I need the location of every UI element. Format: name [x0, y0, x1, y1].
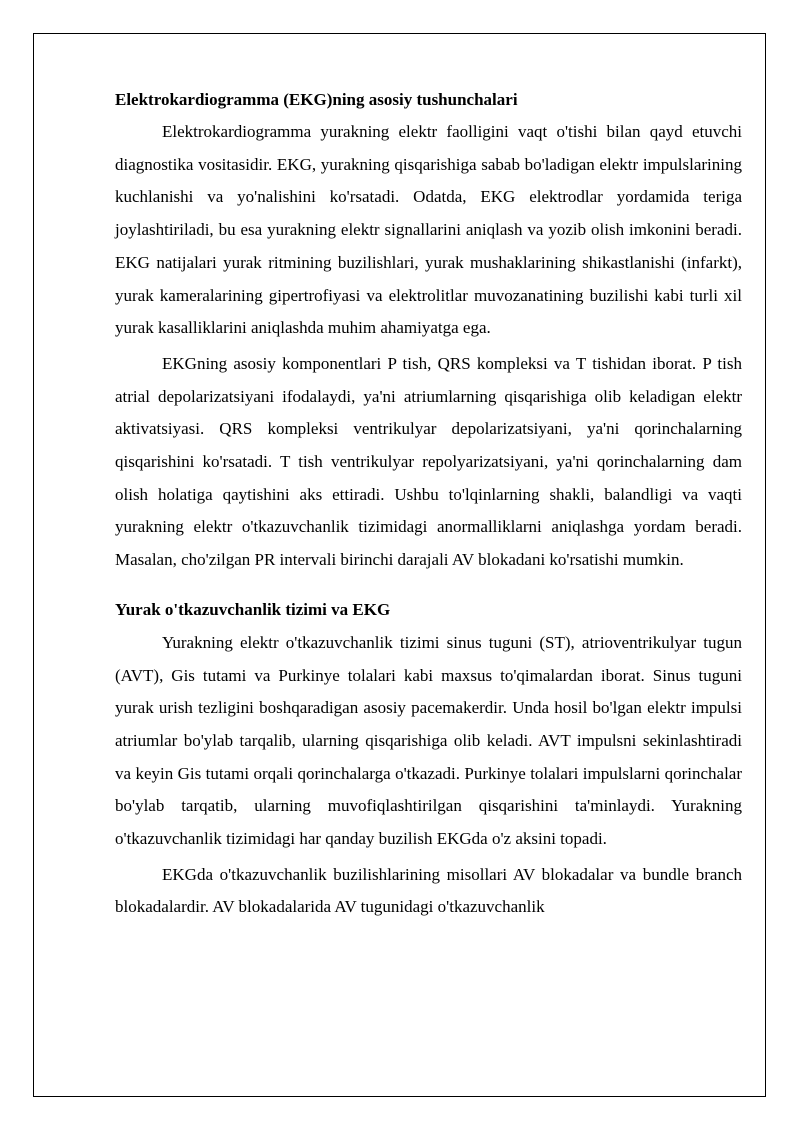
- section-heading-ekg-basics: Elektrokardiogramma (EKG)ning asosiy tushunchalari: [115, 90, 518, 109]
- paragraph-ekg-definition: Elektrokardiogramma yurakning elektr faolligini vaqt o'tishi bilan qayd etuvchi diagnostika vositasidir. EKG, yurakning qisqarishiga sabab bo'ladigan elektr impulslarining kuchlanishi va yo'nalishini ko'rsatadi. Odatda, EKG elektrodlar yordamida teriga joylashtiriladi, bu esa yurakning elektr signallarini aniqlash va yozib olish imkonini beradi. EKG natijalari yurak ritmining buzilishlari, yurak mushaklarining shikastlanishi (infarkt), yurak kameralarining gipertrofiyasi va elektrolitlar muvozanatining buzilishi kabi turli xil yurak kasalliklarini aniqlashda muhim ahamiyatga ega.: [115, 122, 742, 338]
- paragraph-conduction-disorders: EKGda o'tkazuvchanlik buzilishlarining misollari AV blokadalar va bundle branch blokadalardir. AV blokadalarida AV tugunidagi o'tkazuvchanlik: [115, 864, 742, 917]
- section-heading-conduction-system: Yurak o'tkazuvchanlik tizimi va EKG: [115, 599, 391, 619]
- paragraph-conduction-system: Yurakning elektr o'tkazuvchanlik tizimi sinus tuguni (ST), atrioventrikulyar tugun (AVT), Gis tutami va Purkinye tolalari kabi maxsus to'qimalardan iborat. Sinus tuguni yurak urish tezligini boshqaradigan asosiy pacemakerdir. Unda hosil bo'lgan elektr impulsi atriumlar bo'ylab tarqalib, ularning qisqarishiga olib keladi. AVT impulsni sekinlashtiradi va keyin Gis tutami orqali qorinchalarga o'tkazadi. Purkinye tolalari impulslarni qorinchalar bo'ylab tarqatib, ularning muvofiqlashtirilgan qisqarishini ta'minlaydi. Yurakning o'tkazuvchanlik tizimidagi har qanday buzilish EKGda o'z aksini topadi.: [115, 632, 742, 849]
- document-body: [115, 86, 742, 924]
- paragraph-ekg-components: EKGning asosiy komponentlari P tish, QRS kompleksi va T tishidan iborat. P tish atrial depolarizatsiyani ifodalaydi, ya'ni atriumlarning qisqarishiga olib keladigan elektr aktivatsiyasi. QRS kompleksi ventrikulyar depolarizatsiyani, ya'ni qorinchalarning qisqarishini ko'rsatadi. T tish ventrikulyar repolyarizatsiyani, ya'ni qorinchalarning dam olish holatiga qaytishini aks ettiradi. Ushbu to'lqinlarning shakli, balandligi va vaqti yurakning elektr o'tkazuvchanlik tizimidagi anormalliklarni aniqlashga yordam beradi. Masalan, cho'zilgan PR intervali birinchi darajali AV blokadani ko'rsatishi mumkin.: [115, 353, 742, 570]
